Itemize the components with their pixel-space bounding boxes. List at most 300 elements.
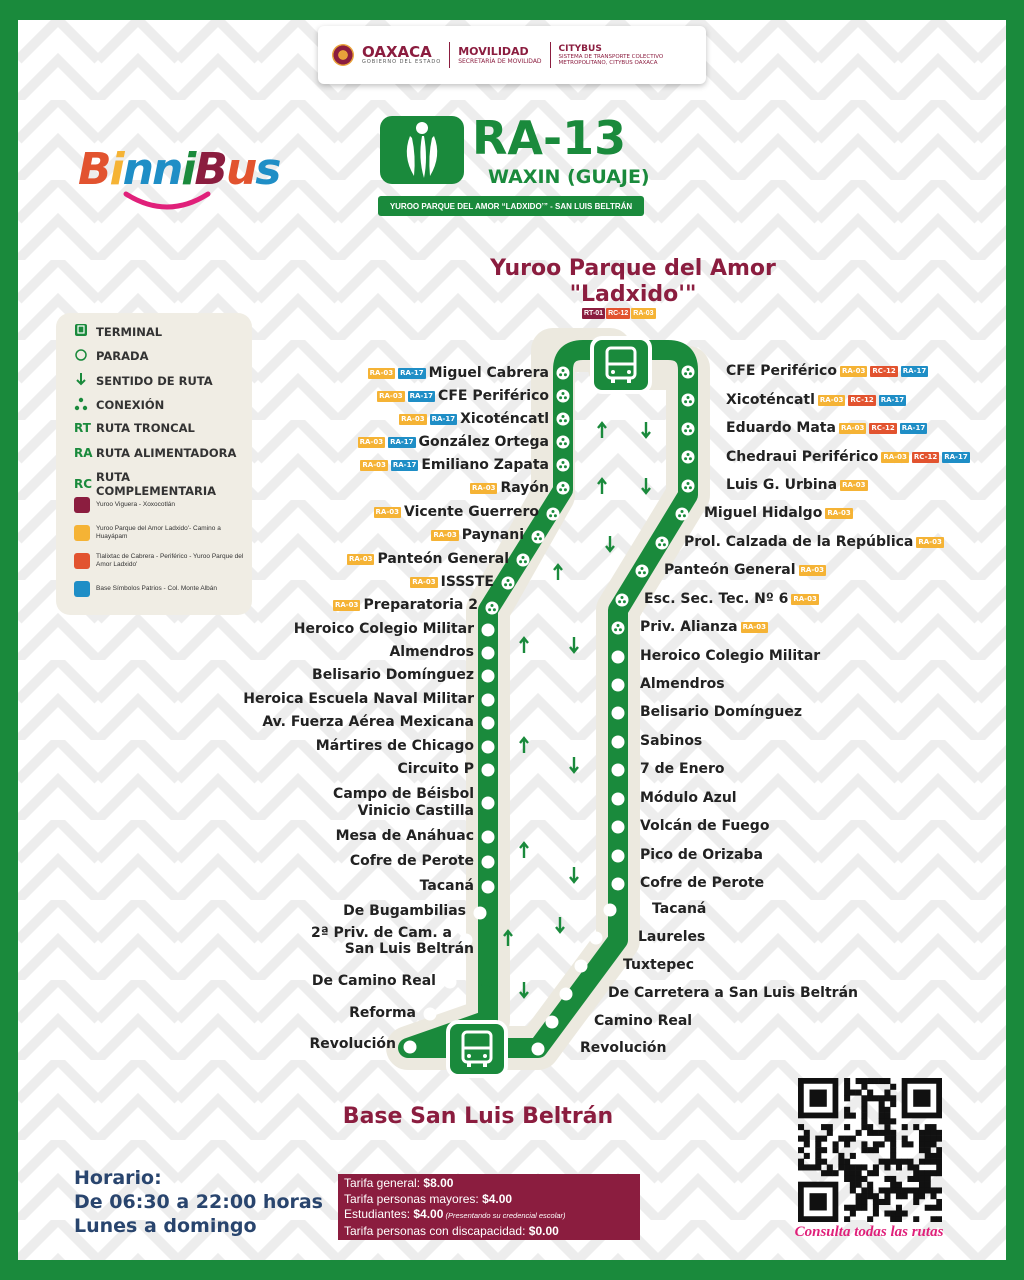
stop-label (640, 705, 802, 720)
fare-seniors (344, 1192, 634, 1208)
qr-module (867, 1124, 873, 1130)
logo-letter: B (78, 144, 110, 195)
qr-module (827, 1130, 833, 1136)
qr-module (838, 1164, 844, 1170)
qr-module (890, 1084, 896, 1090)
connection-dot (559, 396, 562, 399)
qr-module (919, 1141, 925, 1147)
qr-module (930, 1216, 936, 1222)
connection-dot (507, 579, 510, 582)
qr-module (844, 1095, 850, 1101)
qr-module (815, 1153, 821, 1159)
connection-stop-icon (486, 602, 499, 615)
stop-name: Eduardo Mata (726, 420, 836, 436)
qr-module (861, 1084, 867, 1090)
qr-module (861, 1193, 867, 1199)
route-badge: RA-03 (401, 415, 425, 423)
qr-module (821, 1159, 827, 1165)
qr-module (884, 1159, 890, 1165)
connection-dot (689, 372, 692, 375)
stop-label (623, 958, 694, 973)
qr-module (890, 1141, 896, 1147)
stop-name: Miguel Hidalgo (704, 505, 823, 521)
qr-module (919, 1147, 925, 1153)
route-badge: RA-03 (472, 484, 496, 492)
route-badge: RA-17 (902, 367, 927, 375)
qr-module (884, 1118, 890, 1124)
route-badge: RA-17 (880, 396, 905, 404)
connection-dot (681, 510, 684, 513)
qr-module (884, 1095, 890, 1101)
stop-circle-icon (532, 1043, 545, 1056)
qr-module (884, 1124, 890, 1130)
qr-module (833, 1170, 839, 1176)
qr-module (890, 1136, 896, 1142)
stop-circle-icon (482, 881, 495, 894)
qr-module (890, 1130, 896, 1136)
qr-module (879, 1118, 885, 1124)
qr-module (804, 1141, 810, 1147)
qr-module (936, 1216, 942, 1222)
connection-dot (539, 537, 542, 540)
route-endpoints-bar: YUROO PARQUE DEL AMOR “LADXIDO’” - SAN LUIS BELTRÁN (378, 196, 644, 216)
stop-name: Revolución (580, 1040, 667, 1056)
qr-module (844, 1141, 850, 1147)
stop-label (358, 804, 474, 819)
qr-module (879, 1199, 885, 1205)
connection-dot (617, 624, 620, 627)
qr-module (919, 1130, 925, 1136)
route-diagram (18, 20, 1006, 1260)
stop-circle-icon (482, 717, 495, 730)
qr-module (919, 1136, 925, 1142)
qr-module (844, 1084, 850, 1090)
qr-module (861, 1101, 867, 1107)
stop-label (420, 879, 474, 894)
qr-module (913, 1199, 919, 1205)
route-badge: RA-03 (412, 578, 436, 586)
qr-module (936, 1147, 942, 1153)
dept-sub: SECRETARÍA DE MOVILIDAD (458, 58, 542, 65)
fare-students-value: $4.00 (413, 1207, 444, 1221)
route-badge: RA-17 (392, 461, 417, 469)
connection-stop-icon (557, 367, 570, 380)
connection-stop-icon (636, 565, 649, 578)
qr-module (907, 1187, 913, 1193)
stop-label (640, 620, 768, 635)
qr-module (913, 1176, 919, 1182)
qr-module (844, 1124, 850, 1130)
stop-name: Volcán de Fuego (640, 818, 770, 834)
qr-module (925, 1153, 931, 1159)
qr-module (815, 1141, 821, 1147)
arrow-down-icon (642, 422, 650, 437)
stop-name: Sabinos (640, 733, 703, 749)
stop-label (343, 904, 466, 919)
qr-module (936, 1164, 942, 1170)
connection-dot (564, 373, 567, 376)
stop-label (644, 592, 819, 607)
connection-dot (559, 419, 562, 422)
qr-module (867, 1193, 873, 1199)
stop-circle-icon (575, 960, 588, 973)
connection-dot (562, 415, 565, 418)
arrow-up-icon (598, 423, 606, 438)
qr-module (844, 1164, 850, 1170)
stop-circle-icon (612, 793, 625, 806)
stop-label (294, 622, 474, 637)
legend-key: RT (74, 421, 91, 435)
qr-module (890, 1182, 896, 1188)
route-badge: RA-03 (359, 438, 384, 446)
qr-module (919, 1182, 925, 1188)
qr-module (856, 1090, 862, 1096)
stop-label (726, 364, 928, 379)
qr-module (861, 1124, 867, 1130)
qr-module (867, 1078, 873, 1084)
qr-module (925, 1124, 931, 1130)
fare-students (344, 1207, 634, 1224)
connection-dot (559, 488, 562, 491)
terminal-bottom-label: Base San Luis Beltrán (342, 1104, 614, 1129)
stop-circle-icon (612, 821, 625, 834)
stop-name: Prol. Calzada de la República (684, 534, 914, 550)
stop-name: Almendros (640, 676, 725, 692)
connection-dot (683, 514, 686, 517)
stop-circle-icon (424, 1008, 437, 1021)
stop-name: Esc. Sec. Tec. Nº 6 (644, 591, 789, 607)
qr-module (856, 1193, 862, 1199)
qr-module (896, 1164, 902, 1170)
qr-module (804, 1153, 810, 1159)
stop-name: Pico de Orizaba (640, 847, 763, 863)
connection-dot (661, 539, 664, 542)
stop-label (377, 389, 549, 404)
stop-label (374, 505, 539, 520)
connection-stop-icon (656, 537, 669, 550)
fare-seniors-value: $4.00 (482, 1191, 513, 1206)
qr-module (815, 1147, 821, 1153)
qr-module (856, 1176, 862, 1182)
route-badge: RA-03 (433, 531, 457, 539)
stop-circle-icon (482, 694, 495, 707)
logo-letter: n (151, 144, 182, 195)
arrow-up-icon (554, 565, 562, 580)
legend-label: TERMINAL (96, 324, 163, 339)
qr-module (884, 1113, 890, 1119)
qr-module (902, 1210, 908, 1216)
route-badge: RC-12 (850, 396, 874, 404)
qr-module (798, 1124, 804, 1130)
connection-dot (689, 400, 692, 403)
connection-stop-icon (616, 594, 629, 607)
stop-name: De Camino Real (311, 973, 436, 989)
qr-module (815, 1159, 821, 1165)
route-id: RA-13 (472, 111, 627, 165)
stop-name: Reforma (349, 1005, 416, 1021)
qr-module (810, 1164, 816, 1170)
qr-module (884, 1164, 890, 1170)
qr-module (896, 1187, 902, 1193)
route-badge: RA-03 (362, 461, 386, 469)
route-badge: RA-17 (400, 369, 424, 377)
qr-module (879, 1095, 885, 1101)
connection-dot (689, 486, 692, 489)
qr-module (873, 1193, 879, 1199)
connection-dot (534, 537, 537, 540)
qr-module (844, 1216, 850, 1222)
schedule (74, 1166, 323, 1238)
qr-module (913, 1124, 919, 1130)
qr-module (884, 1136, 890, 1142)
dept-title: MOVILIDAD (458, 45, 529, 58)
qr-module (821, 1147, 827, 1153)
stop-circle-icon (474, 907, 487, 920)
qr-module (902, 1159, 908, 1165)
qr-module (873, 1095, 879, 1101)
stop-label (311, 926, 452, 941)
stop-label (345, 942, 474, 957)
qr-module (913, 1193, 919, 1199)
qr-module (844, 1159, 850, 1165)
connection-dot (559, 373, 562, 376)
stop-name: De Bugambilias (343, 903, 466, 919)
qr-module (925, 1159, 931, 1165)
logo-letter: s (255, 144, 280, 195)
route-badge: RA-03 (842, 481, 866, 489)
arrow-down-icon (606, 536, 614, 551)
qr-module (925, 1147, 931, 1153)
stop-label (580, 1041, 666, 1056)
connection-dot (689, 457, 692, 460)
fare-students-note: (Presentando su credencial escolar) (443, 1211, 566, 1220)
qr-module (936, 1153, 942, 1159)
qr-module (930, 1124, 936, 1130)
qr-module (861, 1164, 867, 1170)
qr-module (856, 1164, 862, 1170)
stop-circle-icon (482, 624, 495, 637)
stop-name: Mesa de Anáhuac (335, 828, 474, 844)
stop-name: Belisario Domínguez (640, 704, 802, 720)
stop-name: Vicente Guerrero (404, 504, 539, 520)
qr-module (798, 1147, 804, 1153)
stop-circle-icon (604, 904, 617, 917)
qr-module (930, 1187, 936, 1193)
qr-caption: Consulta todas las rutas (794, 1224, 944, 1240)
stop-label (360, 458, 549, 473)
qr-module (879, 1107, 885, 1113)
terminal-top-bus-icon (590, 336, 652, 394)
qr-module (873, 1078, 879, 1084)
gov-sub: GOBIERNO DEL ESTADO (362, 59, 442, 65)
qr-module (861, 1113, 867, 1119)
qr-finder (913, 1090, 930, 1107)
stop-name: CFE Periférico (438, 388, 549, 404)
arrow-up-icon (520, 843, 528, 858)
connection-dot (504, 583, 507, 586)
qr-module (925, 1205, 931, 1211)
stop-name: Revolución (309, 1036, 396, 1052)
qr-module (879, 1101, 885, 1107)
connection-dot (562, 484, 565, 487)
qr-code[interactable] (798, 1078, 942, 1222)
route-badge: RA-17 (390, 438, 414, 446)
connection-stop-icon (517, 554, 530, 567)
qr-module (856, 1170, 862, 1176)
qr-module (867, 1170, 873, 1176)
stop-label (726, 393, 906, 408)
qr-module (815, 1164, 821, 1170)
qr-module (925, 1141, 931, 1147)
connection-dot (519, 560, 522, 563)
stop-circle-icon (612, 707, 625, 720)
qr-module (930, 1205, 936, 1211)
route-badge: RA-03 (827, 509, 851, 517)
qr-module (884, 1107, 890, 1113)
stop-label (243, 692, 474, 707)
stop-name: Heroico Colegio Militar (640, 648, 821, 664)
route-badge: RT-01 (584, 310, 604, 317)
stop-name: González Ortega (418, 434, 549, 450)
qr-module (919, 1187, 925, 1193)
stop-label (349, 1006, 416, 1021)
citybus-sub1: SISTEMA DE TRANSPORTE COLECTIVO (558, 54, 664, 60)
qr-module (861, 1141, 867, 1147)
stop-circle-icon (612, 679, 625, 692)
stop-circle-icon (546, 1016, 559, 1029)
qr-module (936, 1199, 942, 1205)
connection-dot (687, 368, 690, 371)
qr-module (902, 1141, 908, 1147)
arrow-up-icon (520, 638, 528, 653)
terminal-top-label: Yuroo Parque del Amor "Ladxido'" (490, 256, 776, 307)
qr-module (827, 1164, 833, 1170)
qr-module (930, 1153, 936, 1159)
stop-name: Miguel Cabrera (428, 365, 549, 381)
connection-dot (562, 461, 565, 464)
connection-stop-icon (682, 451, 695, 464)
stop-name: Chedraui Periférico (726, 449, 879, 465)
stop-label (333, 598, 478, 613)
qr-module (861, 1118, 867, 1124)
arrow-up-icon (520, 738, 528, 753)
legend-key: RC (74, 477, 93, 491)
logo-letter: u (225, 144, 256, 195)
connection-dot (559, 442, 562, 445)
qr-module (856, 1199, 862, 1205)
qr-module (815, 1136, 821, 1142)
qr-module (902, 1187, 908, 1193)
route-badge: RA-03 (883, 453, 907, 461)
stop-label (312, 668, 474, 683)
stop-circle-icon (590, 932, 603, 945)
stop-label (640, 876, 764, 891)
qr-module (861, 1078, 867, 1084)
stop-label (431, 528, 524, 543)
connection-dot (614, 628, 617, 631)
stop-circle-icon (612, 878, 625, 891)
stop-circle-icon (560, 988, 573, 1001)
connection-dot (491, 604, 494, 607)
connection-dot (554, 514, 557, 517)
stop-name: Tuxtepec (623, 957, 695, 973)
qr-module (930, 1193, 936, 1199)
arrow-down-icon (570, 757, 578, 772)
qr-module (861, 1176, 867, 1182)
qr-module (850, 1210, 856, 1216)
connection-dot (638, 571, 641, 574)
connection-dot (564, 396, 567, 399)
stop-name: Circuito P (397, 761, 474, 777)
stop-name: Emiliano Zapata (421, 457, 549, 473)
connection-dot (684, 372, 687, 375)
connection-dot (684, 400, 687, 403)
qr-module (936, 1136, 942, 1142)
stop-name: Panteón General (664, 562, 796, 578)
stop-label (608, 986, 858, 1001)
qr-module (798, 1136, 804, 1142)
route-badge: RA-03 (369, 369, 394, 377)
qr-module (861, 1205, 867, 1211)
qr-module (850, 1187, 856, 1193)
arrow-up-icon (598, 479, 606, 494)
qr-module (861, 1147, 867, 1153)
qr-module (890, 1095, 896, 1101)
stop-name: Belisario Domínguez (312, 667, 474, 683)
qr-module (873, 1210, 879, 1216)
qr-module (833, 1141, 839, 1147)
qr-module (907, 1141, 913, 1147)
qr-module (890, 1147, 896, 1153)
connection-dot (562, 438, 565, 441)
qr-module (890, 1118, 896, 1124)
stop-name: Luis G. Urbina (726, 477, 838, 493)
qr-module (804, 1130, 810, 1136)
route-badge: RA-03 (840, 424, 865, 432)
qr-module (873, 1205, 879, 1211)
qr-module (913, 1170, 919, 1176)
stop-name: San Luis Beltrán (344, 941, 474, 957)
qr-module (873, 1130, 879, 1136)
stop-name: Vinicio Castilla (357, 803, 474, 819)
qr-module (919, 1159, 925, 1165)
qr-module (936, 1187, 942, 1193)
stop-name: Módulo Azul (640, 790, 737, 806)
stop-name: Cofre de Perote (349, 853, 474, 869)
qr-module (907, 1159, 913, 1165)
stop-circle-icon (612, 651, 625, 664)
qr-module (879, 1113, 885, 1119)
legend-key: RA (74, 445, 93, 460)
qr-module (861, 1095, 867, 1101)
qr-module (919, 1170, 925, 1176)
qr-module (873, 1170, 879, 1176)
fare-general-value: $8.00 (423, 1176, 454, 1190)
route-badge: RA-03 (348, 555, 373, 563)
stop-circle-icon (404, 1041, 417, 1054)
citybus-sub2: METROPOLITANO, CITYBUS OAXACA (558, 60, 658, 66)
qr-module (930, 1170, 936, 1176)
route-badge: RA-03 (379, 392, 403, 400)
connection-stop-icon (547, 508, 560, 521)
qr-module (861, 1199, 867, 1205)
qr-module (856, 1182, 862, 1188)
connection-dot (684, 486, 687, 489)
stop-label (347, 552, 509, 567)
qr-module (844, 1176, 850, 1182)
qr-module (890, 1210, 896, 1216)
qr-module (850, 1090, 856, 1096)
